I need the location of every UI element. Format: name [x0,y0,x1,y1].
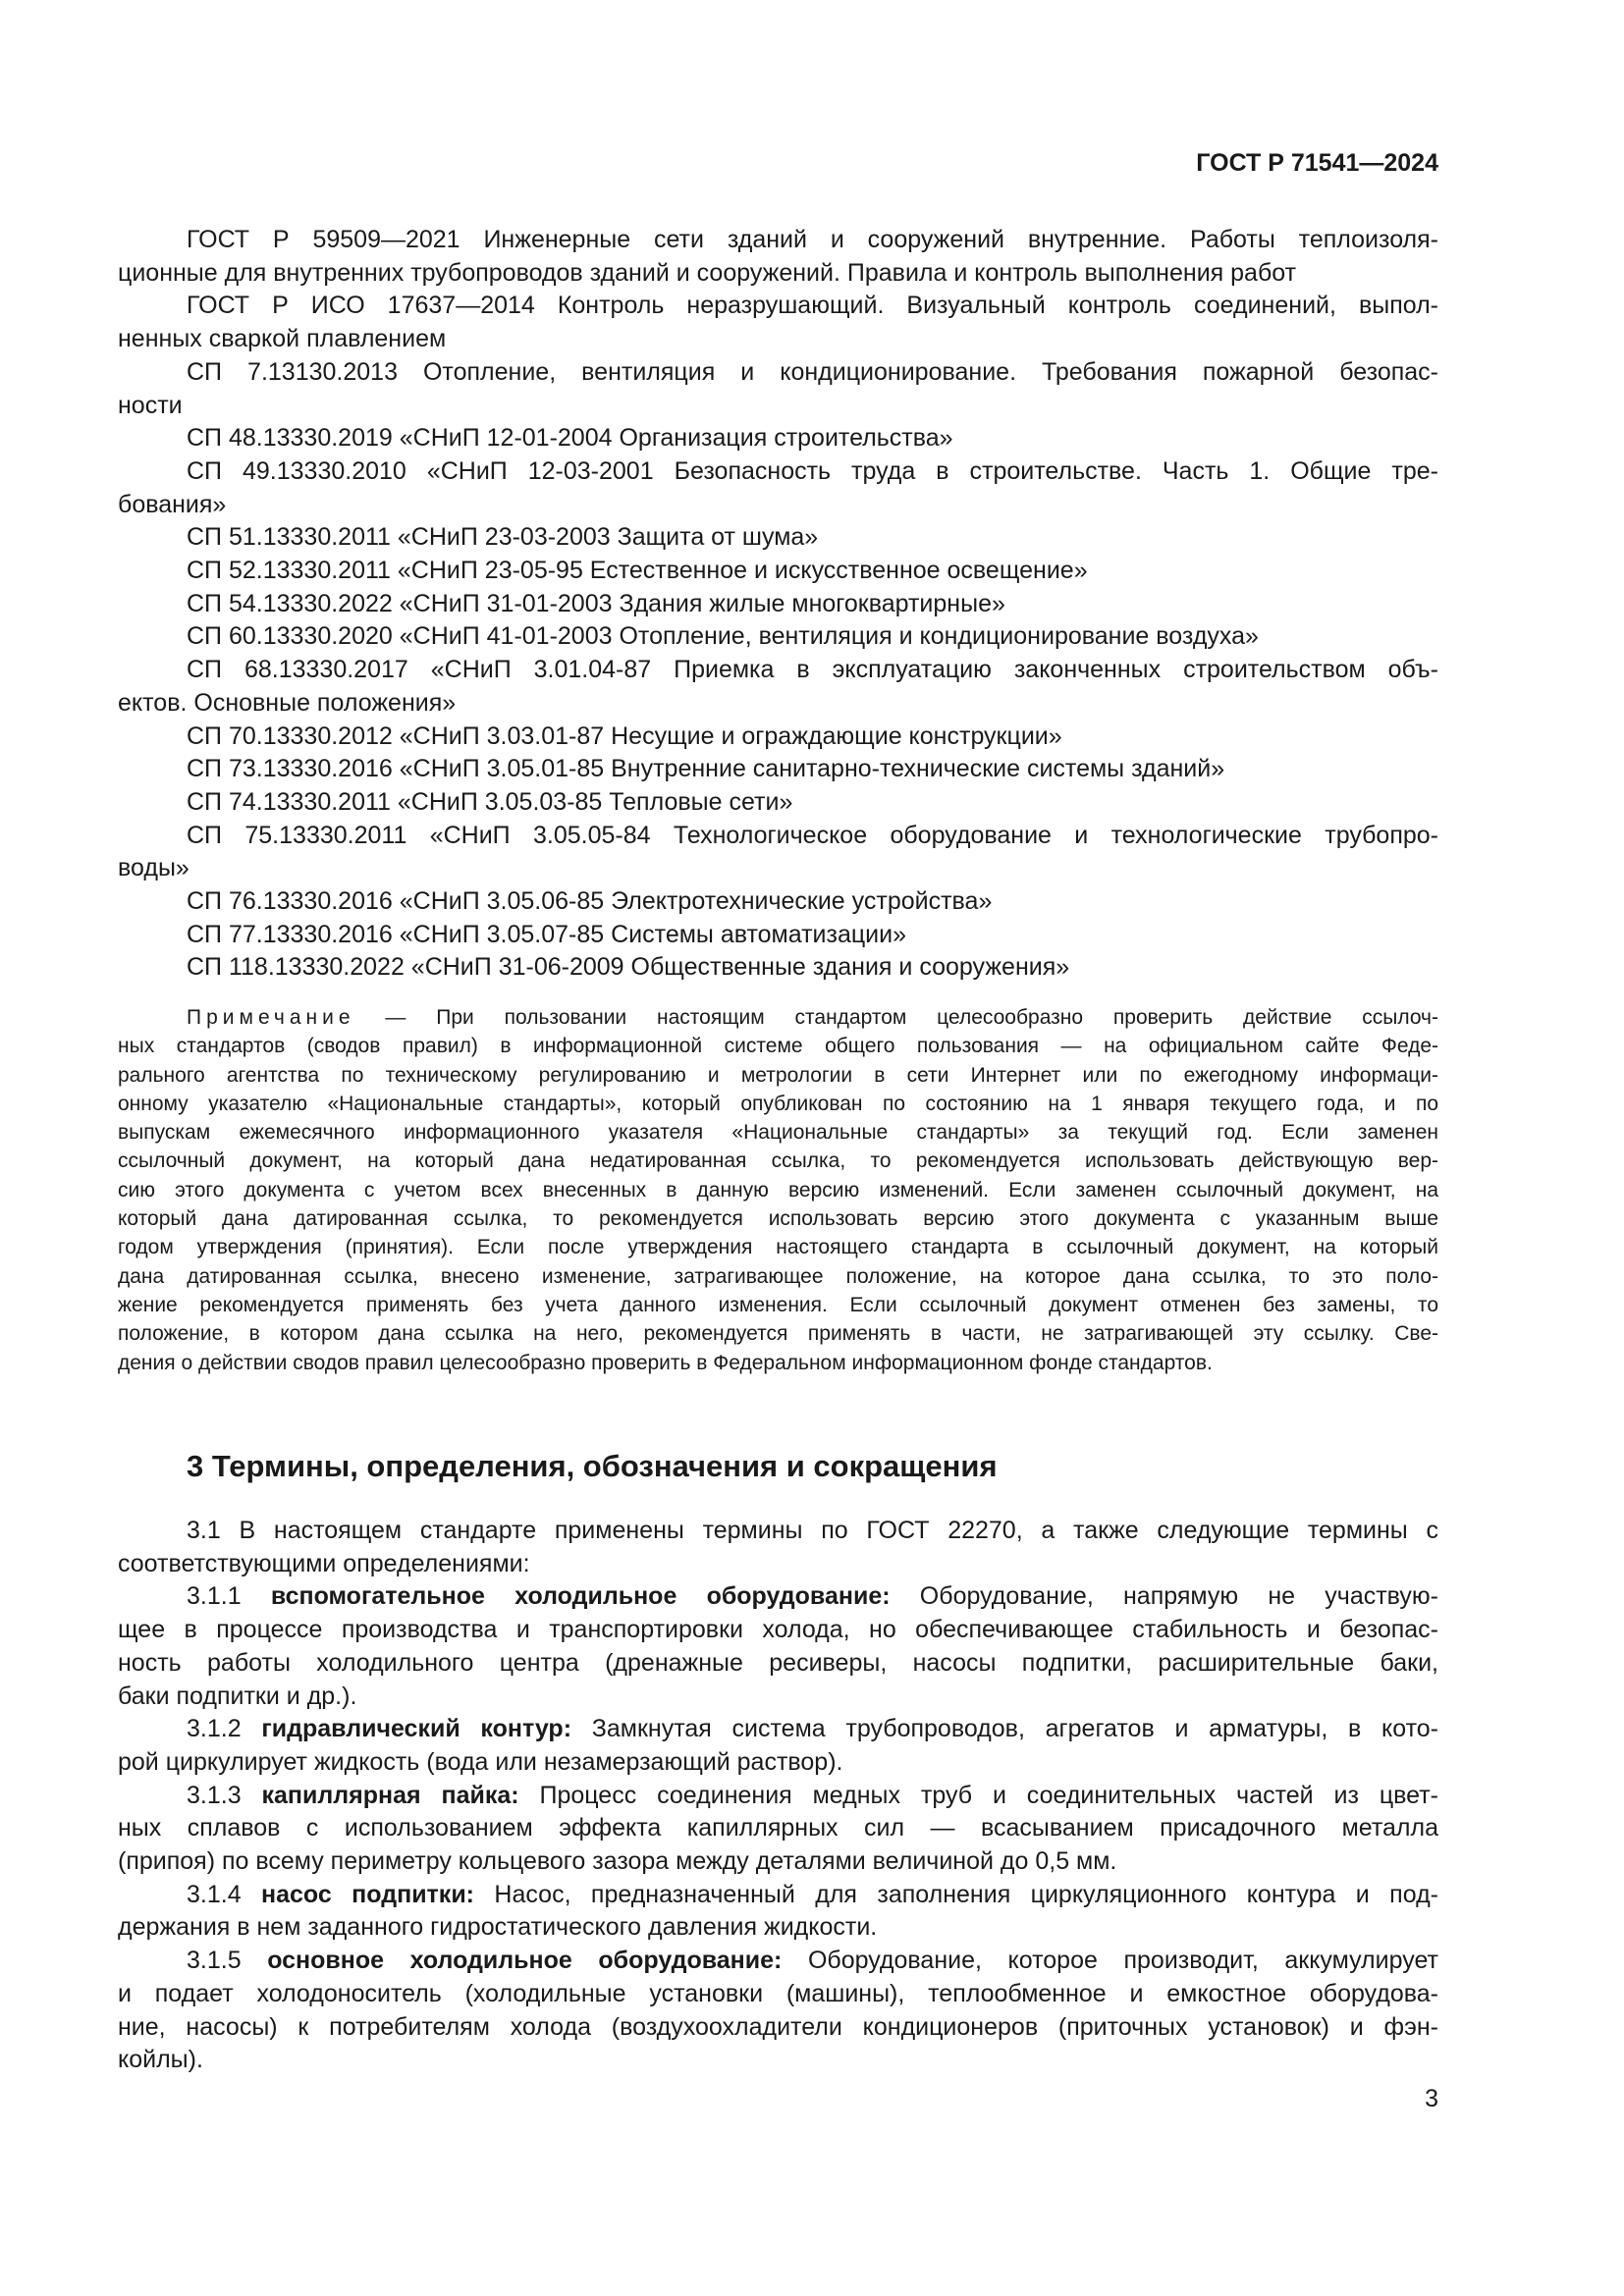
term-name: насос подпитки: [261,1880,475,1908]
note-text: — При пользовании настоящим стандартом целесообразно проверить действие ссылоч- [354,1006,1438,1029]
reference-line: СП 51.13330.2011 «СНиП 23-03-2003 Защита от шума» [187,523,819,552]
term-definition [118,1713,1438,1779]
term-line: ние, насосы) к потребителям холода (воздухоохладители кондиционеров (приточных установок) и фэн- [118,2012,1438,2041]
term-number: 3.1.3 [187,1781,262,1809]
reference-item [118,919,1438,952]
note-label: Примечание [187,1006,355,1029]
term-text: Замкнутая система трубопроводов, агрегатов и арматуры, в кото- [571,1715,1438,1743]
reference-item [118,422,1438,455]
term-line: рой циркулирует жидкость (вода или незамерзающий раствор). [118,1747,843,1776]
term-number: 3.1.4 [187,1880,262,1908]
reference-line: СП 48.13330.2019 «СНиП 12-01-2004 Организация строительства» [187,424,953,453]
term-number: 3.1.5 [187,1947,268,1975]
note-line [118,1003,1438,1032]
term-first-line [118,1945,1438,1978]
reference-line: СП 7.13130.2013 Отопление, вентиляция и кондиционирование. Требования пожарной безопас- [187,357,1438,386]
reference-line: СП 70.13330.2012 «СНиП 3.03.01-87 Несущие и ограждающие конструкции» [187,721,1062,750]
term-line: койлы). [118,2046,203,2074]
note-line: который дана датированная ссылка, то рекомендуется использовать версию этого документа с указанным выше [118,1207,1438,1231]
reference-line: СП 60.13330.2020 «СНиП 41-01-2003 Отопление, вентиляция и кондиционирование воздуха» [187,622,1259,651]
reference-item [118,885,1438,919]
term-number: 3.1.1 [187,1582,271,1611]
reference-item [118,521,1438,555]
term-name: вспомогательное холодильное оборудование: [270,1582,891,1611]
section-heading: 3 Термины, определения, обозначения и сокращения [187,1449,998,1483]
term-line: щее в процессе производства и транспортировки холода, но обеспечивающее стабильность и безопас- [118,1616,1438,1644]
reference-item [118,753,1438,786]
reference-line: СП 52.13330.2011 «СНиП 23-05-95 Естественное и искусственное освещение» [187,557,1088,585]
term-line: ность работы холодильного центра (дренажные ресиверы, насосы подпитки, расширительные баки, [118,1648,1438,1677]
term-definition [118,1879,1438,1945]
reference-line: СП 73.13330.2016 «СНиП 3.05.01-85 Внутренние санитарно-технические системы зданий» [187,755,1225,783]
term-name: гидравлический контур: [261,1715,572,1743]
reference-item [118,455,1438,521]
term-first-line [118,1580,1438,1614]
reference-line: СП 54.13330.2022 «СНиП 31-01-2003 Здания жилые многоквартирные» [187,589,1005,617]
note-line: ссылочный документ, на который дана недатированная ссылка, то рекомендуется использовать действующую вер- [118,1149,1438,1173]
reference-item [118,721,1438,754]
term-definition [118,1580,1438,1713]
intro-paragraph [118,1515,1438,1580]
reference-line: ектов. Основные положения» [118,688,457,717]
note-line: выпускам ежемесячного информационного указателя «Национальные стандарты» за текущий год. Если заменен [118,1121,1438,1145]
reference-item [118,588,1438,621]
term-text: Оборудование, которое производит, аккумулирует [782,1947,1438,1975]
note-line: сию этого документа с учетом всех внесенных в данную версию изменений. Если заменен ссылочный документ, на [118,1178,1438,1201]
reference-item [118,620,1438,654]
reference-line: ненных сваркой плавлением [118,325,447,353]
terms-section [118,1515,1438,2077]
reference-item [118,951,1438,985]
note-line: дения о действии сводов правил целесообразно проверить в Федеральном информационном фонде стандартов. [118,1351,1213,1374]
term-line: баки подпитки и др.). [118,1682,357,1710]
reference-line: ности [118,391,183,419]
term-text: Оборудование, напрямую не участвую- [890,1582,1438,1611]
note-line: положение, в котором дана ссылка на него, рекомендуется применять в части, не затрагивающей эту ссылку. Све- [118,1322,1438,1346]
reference-item [118,290,1438,355]
reference-line: ГОСТ Р ИСО 17637—2014 Контроль неразрушающий. Визуальный контроль соединений, выпол- [187,292,1438,320]
term-first-line [118,1713,1438,1746]
reference-item [118,654,1438,720]
page-number: 3 [1425,2085,1438,2112]
reference-item [118,820,1438,885]
term-line: (припоя) по всему периметру кольцевого зазора между деталями величиной до 0,5 мм. [118,1847,1117,1876]
reference-line: бования» [118,490,227,518]
reference-line: воды» [118,854,189,882]
note-line: дана датированная ссылка, внесено изменение, затрагивающее положение, на которое дана ссылка, то это поло- [118,1264,1438,1288]
reference-line: СП 68.13330.2017 «СНиП 3.01.04-87 Приемка в эксплуатацию законченных строительством объ- [187,656,1438,684]
note-line: рального агентства по техническому регулированию и метрологии в сети Интернет или по ежегодному информаци- [118,1063,1438,1087]
reference-line: ционные для внутренних трубопроводов зданий и сооружений. Правила и контроль выполнения работ [118,258,1297,287]
reference-item [118,224,1438,290]
term-definition [118,1780,1438,1879]
reference-line: СП 75.13330.2011 «СНиП 3.05.05-84 Технологическое оборудование и технологические трубопро- [187,821,1438,849]
reference-item [118,555,1438,588]
reference-line: СП 77.13330.2016 «СНиП 3.05.07-85 Системы автоматизации» [187,920,907,948]
term-line: и подает холодоноситель (холодильные установки (машины), теплообменное и емкостное оборудова- [118,1979,1438,2007]
note-paragraph [118,1003,1438,1377]
term-line: ных сплавов с использованием эффекта капиллярных сил — всасыванием присадочного металла [118,1814,1438,1842]
normative-references-list [118,224,1438,985]
term-number: 3.1.2 [187,1715,262,1743]
reference-line: СП 74.13330.2011 «СНиП 3.05.03-85 Тепловые сети» [187,787,793,816]
term-line: держания в нем заданного гидростатического давления жидкости. [118,1913,878,1942]
intro-line: 3.1 В настоящем стандарте применены термины по ГОСТ 22270, а также следующие термины с [187,1517,1438,1544]
reference-line: СП 76.13330.2016 «СНиП 3.05.06-85 Электротехнические устройства» [187,887,993,916]
term-text: Насос, предназначенный для заполнения циркуляционного контура и под- [474,1880,1438,1908]
note-line: ных стандартов (сводов правил) в информационной системе общего пользования — на официальном сайте Феде- [118,1035,1438,1058]
reference-line: СП 49.13330.2010 «СНиП 12-03-2001 Безопасность труда в строительстве. Часть 1. Общие тре- [187,456,1438,485]
term-definition [118,1945,1438,2077]
reference-line: СП 118.13330.2022 «СНиП 31-06-2009 Общественные здания и сооружения» [187,953,1070,982]
term-text: Процесс соединения медных труб и соединительных частей из цвет- [518,1781,1438,1809]
term-first-line [118,1879,1438,1912]
term-name: основное холодильное оборудование: [267,1947,783,1975]
reference-item [118,356,1438,422]
term-name: капиллярная пайка: [261,1781,519,1809]
term-first-line [118,1780,1438,1813]
intro-line: соответствующими определениями: [118,1549,530,1577]
reference-line: ГОСТ Р 59509—2021 Инженерные сети зданий и сооружений внутренние. Работы теплоизоля- [187,226,1438,253]
note-line: годом утверждения (принятия). Если после утверждения настоящего стандарта в ссылочный документ, на который [118,1236,1438,1259]
note-line: онному указателю «Национальные стандарты», который опубликован по состоянию на 1 января текущего года, и по [118,1092,1438,1115]
document-code-header: ГОСТ Р 71541—2024 [1196,149,1438,177]
reference-item [118,786,1438,820]
note-line: жение рекомендуется применять без учета данного изменения. Если ссылочный документ отменен без замены, то [118,1293,1438,1316]
